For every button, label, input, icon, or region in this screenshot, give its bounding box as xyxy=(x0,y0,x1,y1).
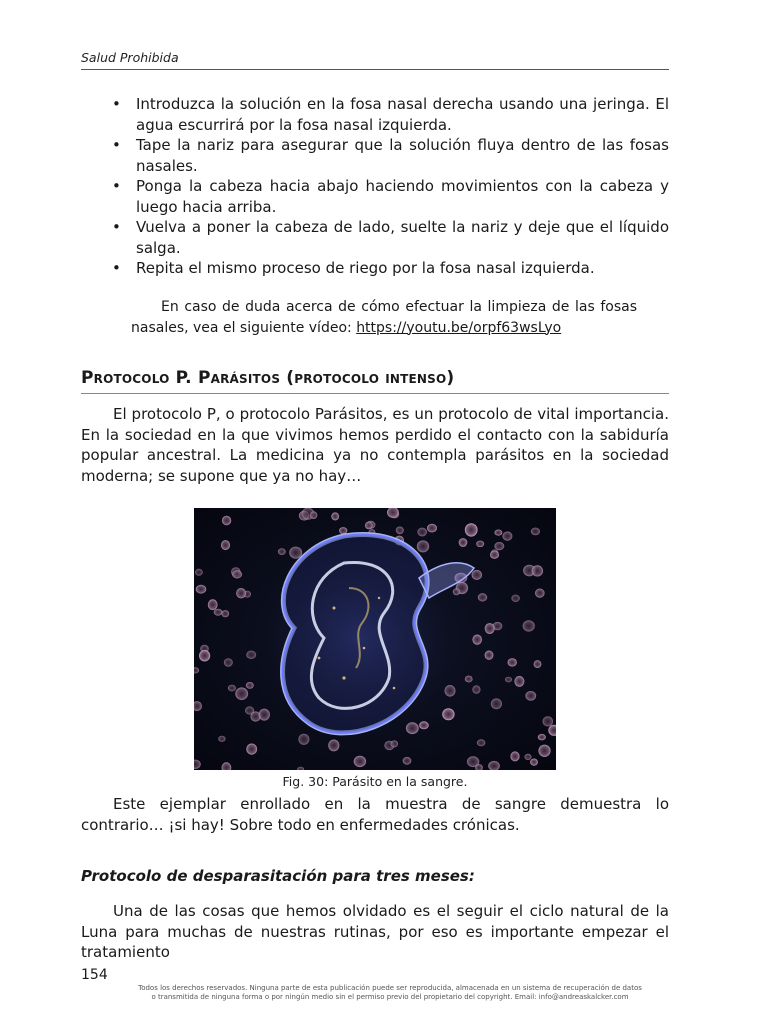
blood-cell xyxy=(310,511,317,519)
blood-cell xyxy=(538,734,546,740)
section-title: Protocolo P. Parásitos (protocolo intenso) xyxy=(81,368,455,388)
blood-cell xyxy=(228,685,236,692)
figure-caption: Fig. 30: Parásito en la sangre. xyxy=(282,774,468,789)
blood-cell xyxy=(514,676,524,687)
page-number: 154 xyxy=(81,967,108,983)
parasite-micrograph xyxy=(194,508,556,770)
blood-cell xyxy=(510,751,519,761)
blood-cell xyxy=(459,538,468,547)
intro-paragraph: El protocolo P, o protocolo Parásitos, es un protocolo de vital importancia. En la sociedad en la que vivimos hemos perdido el contacto con la sabiduría popular ancestral. La medicina ya no contempla parásitos en la sociedad moderna; se supone que ya no hay… xyxy=(81,405,669,485)
list-item: • Introduzca la solución en la fosa nasal derecha usando una jeringa. El agua escurrirá por la fosa nasal izquierda. xyxy=(81,94,669,135)
subheading: Protocolo de desparasitación para tres meses: xyxy=(81,867,475,885)
blood-cell xyxy=(538,745,550,757)
blood-cell xyxy=(530,759,538,766)
blood-cell xyxy=(403,757,412,765)
blood-cell xyxy=(427,524,437,533)
blood-cell xyxy=(246,744,257,755)
blood-cell xyxy=(222,516,231,526)
blood-cell xyxy=(511,595,519,602)
blood-cell xyxy=(525,754,532,760)
blood-cell xyxy=(246,682,254,689)
blood-cell xyxy=(194,667,199,673)
blood-cell xyxy=(465,523,478,536)
blood-cell xyxy=(485,651,494,660)
blood-cell xyxy=(491,698,502,709)
micrograph-image xyxy=(194,508,556,770)
blood-cell xyxy=(548,725,556,736)
blood-cell xyxy=(472,685,480,693)
blood-cell xyxy=(236,588,246,598)
blood-cell xyxy=(488,761,500,770)
blood-cell xyxy=(235,687,248,700)
blood-cell xyxy=(523,620,535,631)
blood-cell xyxy=(365,522,373,530)
blood-cell xyxy=(222,762,232,770)
blood-cell xyxy=(525,691,536,701)
footer-line-1: Todos los derechos reservados. Ninguna parte de esta publicación puede ser reproducida, almacenada en un sistema de recuperación de datos xyxy=(138,984,642,992)
blood-cell xyxy=(490,551,499,559)
blood-cell xyxy=(472,570,483,580)
blood-cell xyxy=(494,542,504,550)
blood-cell xyxy=(331,512,339,520)
moon-paragraph: Una de las cosas que hemos olvidado es el seguir el ciclo natural de la Luna para muchas de nuestras rutinas, por eso es importante empezar el tratamiento xyxy=(81,902,669,961)
blood-cell xyxy=(354,756,366,767)
blood-cell xyxy=(297,767,304,770)
blood-cell xyxy=(218,736,225,742)
blood-cell xyxy=(214,609,223,616)
blood-cell xyxy=(396,527,404,535)
video-note xyxy=(131,297,637,338)
blood-cell xyxy=(417,528,427,537)
blood-cell xyxy=(534,660,542,668)
list-item: • Tape la nariz para asegurar que la solución fluya dentro de las fosas nasales. xyxy=(81,135,669,176)
blood-cell xyxy=(259,709,270,721)
section-divider xyxy=(81,393,669,394)
after-figure-paragraph: Este ejemplar enrollado en la muestra de sangre demuestra lo contrario… ¡si hay! Sobre todo en enfermedades crónicas. xyxy=(81,795,669,834)
blood-cell xyxy=(195,569,203,576)
blood-cell xyxy=(535,589,545,598)
list-item: • Ponga la cabeza hacia abajo haciendo movimientos con la cabeza y luego hacia arriba. xyxy=(81,176,669,217)
blood-cell xyxy=(222,610,230,617)
blood-cell xyxy=(194,701,202,711)
blood-cell xyxy=(532,565,543,576)
blood-cell xyxy=(208,599,218,610)
blood-cell xyxy=(505,677,512,683)
blood-cell xyxy=(232,570,242,578)
blood-cell xyxy=(476,541,484,547)
running-header: Salud Prohibida xyxy=(81,50,179,65)
list-item: • Repita el mismo proceso de riego por la fosa nasal izquierda. xyxy=(81,258,669,279)
header-divider xyxy=(81,69,669,70)
video-note-text: En caso de duda acerca de cómo efectuar la limpieza de las fosas nasales, vea el siguiente vídeo: xyxy=(131,299,637,336)
footer-line-2: o transmitida de ninguna forma o por ningún medio sin el permiso previo del propietario del copyright. Email: info@andreaskalcker.com xyxy=(151,993,629,1001)
video-link[interactable]: https://youtu.be/orpf63wsLyo xyxy=(356,319,562,336)
blood-cell xyxy=(278,548,286,555)
blood-cell xyxy=(502,532,512,541)
blood-cell xyxy=(221,540,230,550)
instruction-list xyxy=(81,94,669,279)
blood-cell xyxy=(531,528,540,536)
blood-cell xyxy=(194,760,201,769)
blood-cell xyxy=(508,658,517,666)
copyright-footer xyxy=(110,984,670,1002)
blood-cell xyxy=(199,650,210,661)
blood-cell xyxy=(495,530,503,536)
blood-cell xyxy=(478,593,487,601)
blood-cell xyxy=(224,658,233,667)
blood-cell xyxy=(196,585,207,594)
blood-cell xyxy=(543,716,554,726)
blood-cell xyxy=(485,623,495,634)
list-item: • Vuelva a poner la cabeza de lado, suelte la nariz y deje que el líquido salga. xyxy=(81,217,669,258)
blood-cell xyxy=(477,739,486,746)
